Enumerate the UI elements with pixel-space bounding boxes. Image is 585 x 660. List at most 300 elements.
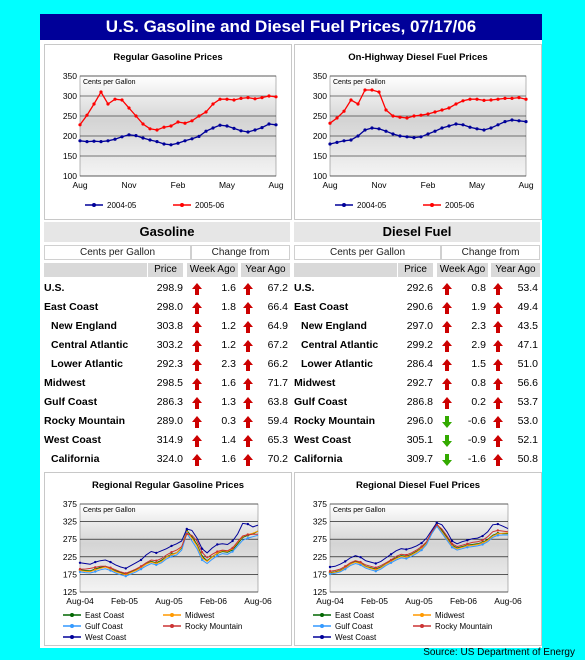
data-point	[468, 126, 471, 129]
arrow-up-icon	[191, 301, 203, 315]
data-point	[375, 570, 377, 572]
data-point	[436, 521, 438, 523]
data-point	[141, 136, 144, 139]
data-point	[216, 543, 218, 545]
x-tick-label: Aug	[72, 180, 88, 190]
legend-marker	[180, 203, 184, 207]
region-name: New England	[301, 320, 367, 332]
data-point	[475, 98, 478, 101]
data-point	[454, 102, 457, 105]
year-change-value: 53.4	[517, 282, 538, 294]
data-point	[451, 543, 453, 545]
data-point	[405, 116, 408, 119]
year-change-value: 56.6	[517, 377, 538, 389]
x-tick-label: Nov	[121, 180, 137, 190]
data-point	[466, 543, 468, 545]
data-point	[461, 99, 464, 102]
data-point	[419, 135, 422, 138]
data-point	[344, 560, 346, 562]
unit-header: Cents per Gallon	[44, 245, 191, 260]
data-point	[204, 110, 207, 113]
data-point	[328, 142, 331, 145]
data-point	[419, 114, 422, 117]
legend-entry: West Coast	[335, 633, 377, 642]
legend-entry: Rocky Mountain	[185, 622, 243, 631]
week-change-value: 0.3	[221, 415, 236, 427]
table-row	[44, 279, 290, 298]
data-point	[186, 533, 188, 535]
data-point	[85, 140, 88, 143]
chart-title: On-Highway Diesel Fuel Prices	[348, 52, 488, 63]
data-point	[155, 564, 157, 566]
data-point	[79, 562, 81, 564]
price-value: 303.2	[156, 339, 183, 351]
week-change-value: 1.6	[221, 377, 236, 389]
unit-header: Cents per Gallon	[294, 245, 441, 260]
data-point	[517, 119, 520, 122]
data-point	[359, 556, 361, 558]
price-value: 299.2	[406, 339, 433, 351]
data-point	[384, 108, 387, 111]
y-tick-label: 275	[312, 534, 327, 545]
data-point	[497, 534, 499, 536]
data-point	[140, 565, 142, 567]
data-point	[344, 568, 346, 570]
year-ago-column-header: Year Ago	[241, 263, 290, 277]
y-tick-label: 350	[62, 71, 77, 81]
arrow-up-icon	[441, 282, 453, 296]
price-value: 290.6	[406, 301, 433, 313]
arrow-up-icon	[492, 320, 504, 334]
y-tick-label: 150	[312, 151, 327, 161]
x-tick-label: Aug	[268, 180, 284, 190]
year-change-value: 66.4	[267, 301, 288, 313]
y-tick-label: 325	[62, 516, 77, 527]
data-point	[524, 120, 527, 123]
region-name: Lower Atlantic	[301, 358, 373, 370]
data-point	[440, 126, 443, 129]
legend-entry: East Coast	[335, 611, 375, 620]
week-change-value: 0.8	[471, 282, 486, 294]
data-point	[140, 559, 142, 561]
week-change-value: 1.2	[221, 320, 236, 332]
year-ago-column-header: Year Ago	[491, 263, 540, 277]
data-point	[349, 138, 352, 141]
legend-marker	[420, 624, 424, 628]
arrow-up-icon	[242, 301, 254, 315]
arrow-up-icon	[492, 282, 504, 296]
table-row	[44, 412, 290, 431]
data-point	[481, 543, 483, 545]
price-value: 296.0	[406, 415, 433, 427]
data-point	[503, 120, 506, 123]
legend-entry: 2004-05	[357, 201, 387, 210]
table-row	[294, 412, 540, 431]
year-change-value: 71.7	[267, 377, 288, 389]
week-change-value: 1.3	[221, 396, 236, 408]
data-point	[113, 138, 116, 141]
data-point	[225, 124, 228, 127]
data-point	[524, 98, 527, 101]
table-row	[44, 355, 290, 374]
arrow-up-icon	[492, 434, 504, 448]
data-point	[454, 122, 457, 125]
data-point	[106, 139, 109, 142]
data-point	[211, 102, 214, 105]
arrow-up-icon	[441, 339, 453, 353]
y-axis-label: Cents per Gallon	[83, 79, 136, 86]
table-row	[294, 336, 540, 355]
legend-marker	[320, 635, 324, 639]
data-point	[412, 136, 415, 139]
legend-entry: Midwest	[185, 611, 215, 620]
arrow-up-icon	[191, 453, 203, 467]
data-point	[125, 575, 127, 577]
data-point	[496, 123, 499, 126]
y-tick-label: 125	[62, 587, 77, 597]
week-change-value: 1.9	[471, 301, 486, 313]
data-point	[155, 552, 157, 554]
data-point	[99, 140, 102, 143]
data-point	[247, 533, 249, 535]
y-tick-label: 100	[312, 171, 327, 181]
x-tick-label: May	[468, 180, 486, 190]
y-axis-label: Cents per Gallon	[333, 79, 386, 86]
week-change-value: -0.6	[467, 415, 486, 427]
data-point	[466, 539, 468, 541]
y-tick-label: 175	[312, 569, 327, 580]
data-point	[384, 130, 387, 133]
arrow-up-icon	[242, 339, 254, 353]
data-point	[510, 97, 513, 100]
data-point	[342, 110, 345, 113]
region-name: U.S.	[294, 282, 315, 294]
legend-entry: Gulf Coast	[335, 622, 373, 631]
data-point	[94, 561, 96, 563]
arrow-down-icon	[441, 453, 453, 467]
arrow-up-icon	[492, 339, 504, 353]
year-change-value: 65.3	[267, 434, 288, 446]
table-row	[44, 317, 290, 336]
arrow-up-icon	[492, 358, 504, 372]
chart-title: Regional Regular Gasoline Prices	[91, 480, 245, 491]
data-point	[140, 568, 142, 570]
x-tick-label: Feb	[420, 180, 436, 190]
data-point	[335, 116, 338, 119]
data-point	[496, 98, 499, 101]
region-name: California	[294, 453, 343, 465]
region-name: Gulf Coast	[294, 396, 348, 408]
x-tick-label: Aug	[322, 180, 338, 190]
data-point	[405, 135, 408, 138]
week-change-value: -0.9	[467, 434, 486, 446]
chart-title: Regional Diesel Fuel Prices	[355, 480, 481, 491]
data-point	[79, 568, 81, 570]
week-change-value: 1.2	[221, 339, 236, 351]
y-tick-label: 300	[62, 91, 77, 101]
y-axis-label: Cents per Gallon	[333, 507, 386, 514]
price-value: 298.0	[156, 301, 183, 313]
arrow-up-icon	[242, 453, 254, 467]
week-change-value: 1.6	[221, 453, 236, 465]
data-point	[274, 123, 277, 126]
arrow-up-icon	[191, 320, 203, 334]
table-row	[44, 393, 290, 412]
legend-marker	[70, 613, 74, 617]
arrow-up-icon	[492, 396, 504, 410]
legend-marker	[320, 624, 324, 628]
table-row	[294, 298, 540, 317]
price-value: 292.7	[406, 377, 433, 389]
legend-entry: 2004-05	[107, 201, 137, 210]
table-row	[294, 431, 540, 450]
table-row	[44, 450, 290, 469]
gasoline-price-table	[44, 222, 290, 470]
price-value: 324.0	[156, 453, 183, 465]
data-point	[113, 98, 116, 101]
data-point	[197, 114, 200, 117]
data-point	[329, 573, 331, 575]
data-point	[232, 98, 235, 101]
legend-marker	[420, 613, 424, 617]
data-point	[120, 98, 123, 101]
data-point	[170, 551, 172, 553]
region-name: East Coast	[294, 301, 349, 313]
year-change-value: 47.1	[517, 339, 538, 351]
data-point	[489, 126, 492, 129]
data-point	[247, 523, 249, 525]
data-point	[183, 139, 186, 142]
price-value: 292.3	[156, 358, 183, 370]
year-change-value: 63.8	[267, 396, 288, 408]
data-point	[141, 122, 144, 125]
week-change-value: 1.8	[221, 301, 236, 313]
region-column-header	[294, 263, 397, 277]
y-tick-label: 225	[312, 551, 327, 562]
legend-marker	[70, 624, 74, 628]
data-point	[390, 553, 392, 555]
week-change-value: 2.3	[471, 320, 486, 332]
arrow-up-icon	[492, 453, 504, 467]
price-column-header: Price	[398, 263, 433, 277]
arrow-up-icon	[441, 320, 453, 334]
data-point	[231, 547, 233, 549]
week-change-value: 2.9	[471, 339, 486, 351]
legend-marker	[170, 613, 174, 617]
data-point	[342, 139, 345, 142]
legend-entry: Midwest	[435, 611, 465, 620]
year-change-value: 64.9	[267, 320, 288, 332]
data-point	[225, 98, 228, 101]
data-point	[94, 566, 96, 568]
data-point	[466, 546, 468, 548]
data-point	[109, 567, 111, 569]
region-name: East Coast	[44, 301, 99, 313]
data-point	[260, 126, 263, 129]
data-point	[344, 565, 346, 567]
arrow-up-icon	[441, 396, 453, 410]
y-tick-label: 250	[312, 111, 327, 121]
data-point	[274, 95, 277, 98]
x-tick-label: Nov	[371, 180, 387, 190]
data-point	[246, 96, 249, 99]
data-point	[370, 126, 373, 129]
y-tick-label: 275	[62, 534, 77, 545]
table-row	[44, 298, 290, 317]
data-point	[412, 114, 415, 117]
y-tick-label: 200	[312, 131, 327, 141]
x-tick-label: Aug-05	[405, 596, 433, 606]
data-point	[232, 127, 235, 130]
data-point	[420, 549, 422, 551]
legend-entry: East Coast	[85, 611, 125, 620]
x-tick-label: May	[218, 180, 236, 190]
year-change-value: 53.7	[517, 396, 538, 408]
gasoline-price-chart	[45, 45, 291, 219]
data-point	[201, 548, 203, 550]
regional-gasoline-chart	[45, 473, 291, 645]
data-point	[497, 529, 499, 531]
data-point	[328, 122, 331, 125]
data-point	[106, 102, 109, 105]
y-tick-label: 150	[62, 151, 77, 161]
week-change-value: 1.6	[221, 282, 236, 294]
diesel-price-chart	[295, 45, 541, 219]
data-point	[370, 88, 373, 91]
arrow-down-icon	[441, 434, 453, 448]
data-point	[246, 130, 249, 133]
table-row	[294, 317, 540, 336]
week-ago-column-header: Week Ago	[437, 263, 488, 277]
data-point	[363, 128, 366, 131]
region-name: U.S.	[44, 282, 65, 294]
y-tick-label: 100	[62, 171, 77, 181]
arrow-up-icon	[242, 282, 254, 296]
legend-marker	[170, 624, 174, 628]
arrow-up-icon	[242, 396, 254, 410]
y-tick-label: 375	[312, 499, 327, 509]
data-point	[155, 128, 158, 131]
data-point	[329, 570, 331, 572]
year-change-value: 53.0	[517, 415, 538, 427]
data-point	[481, 535, 483, 537]
x-tick-label: Feb-06	[200, 596, 227, 606]
data-point	[109, 561, 111, 563]
data-point	[468, 98, 471, 101]
data-point	[162, 142, 165, 145]
data-point	[482, 128, 485, 131]
arrow-up-icon	[441, 358, 453, 372]
y-axis-label: Cents per Gallon	[83, 507, 136, 514]
region-name: Rocky Mountain	[44, 415, 126, 427]
data-point	[169, 143, 172, 146]
data-point	[148, 127, 151, 130]
data-point	[78, 139, 81, 142]
week-change-value: 1.5	[471, 358, 486, 370]
change-from-header: Change from	[191, 245, 290, 260]
data-point	[375, 567, 377, 569]
data-point	[134, 134, 137, 137]
arrow-up-icon	[441, 377, 453, 391]
data-point	[148, 138, 151, 141]
data-point	[218, 124, 221, 127]
legend-marker	[430, 203, 434, 207]
price-value: 297.0	[406, 320, 433, 332]
year-change-value: 52.1	[517, 434, 538, 446]
legend-marker	[342, 203, 346, 207]
year-change-value: 43.5	[517, 320, 538, 332]
source-credit: Source: US Department of Energy	[423, 647, 575, 658]
region-name: West Coast	[44, 434, 101, 446]
price-value: 286.3	[156, 396, 183, 408]
region-name: Midwest	[44, 377, 86, 389]
data-point	[216, 555, 218, 557]
data-point	[451, 540, 453, 542]
year-change-value: 50.8	[517, 453, 538, 465]
legend-marker	[70, 635, 74, 639]
region-name: Midwest	[294, 377, 336, 389]
region-name: Rocky Mountain	[294, 415, 376, 427]
data-point	[391, 132, 394, 135]
arrow-up-icon	[242, 434, 254, 448]
week-change-value: 0.2	[471, 396, 486, 408]
week-change-value: 1.4	[221, 434, 236, 446]
table-section-title: Gasoline	[44, 222, 290, 242]
year-change-value: 67.2	[267, 282, 288, 294]
data-point	[377, 127, 380, 130]
diesel-price-table	[294, 222, 540, 470]
price-value: 298.5	[156, 377, 183, 389]
legend-entry: West Coast	[85, 633, 127, 642]
data-point	[216, 550, 218, 552]
x-tick-label: Feb-05	[111, 596, 138, 606]
data-point	[170, 545, 172, 547]
data-point	[127, 133, 130, 136]
region-name: West Coast	[294, 434, 351, 446]
legend-marker	[92, 203, 96, 207]
regional-diesel-chart-panel	[294, 472, 542, 646]
data-point	[451, 546, 453, 548]
data-point	[125, 567, 127, 569]
price-value: 286.8	[406, 396, 433, 408]
change-from-header: Change from	[441, 245, 540, 260]
regional-diesel-chart	[295, 473, 541, 645]
price-value: 289.0	[156, 415, 183, 427]
data-point	[363, 88, 366, 91]
data-point	[79, 571, 81, 573]
region-name: Central Atlantic	[51, 339, 129, 351]
diesel-price-chart-panel	[294, 44, 542, 220]
data-point	[475, 127, 478, 130]
arrow-up-icon	[441, 301, 453, 315]
data-point	[267, 94, 270, 97]
data-point	[356, 134, 359, 137]
data-point	[94, 570, 96, 572]
arrow-up-icon	[242, 358, 254, 372]
data-point	[134, 114, 137, 117]
x-tick-label: Feb-06	[450, 596, 477, 606]
x-tick-label: Feb	[170, 180, 186, 190]
data-point	[183, 122, 186, 125]
data-point	[489, 98, 492, 101]
y-tick-label: 175	[62, 569, 77, 580]
data-point	[426, 112, 429, 115]
table-row	[294, 393, 540, 412]
arrow-up-icon	[191, 377, 203, 391]
region-name: Central Atlantic	[301, 339, 379, 351]
data-point	[99, 90, 102, 93]
table-row	[44, 336, 290, 355]
